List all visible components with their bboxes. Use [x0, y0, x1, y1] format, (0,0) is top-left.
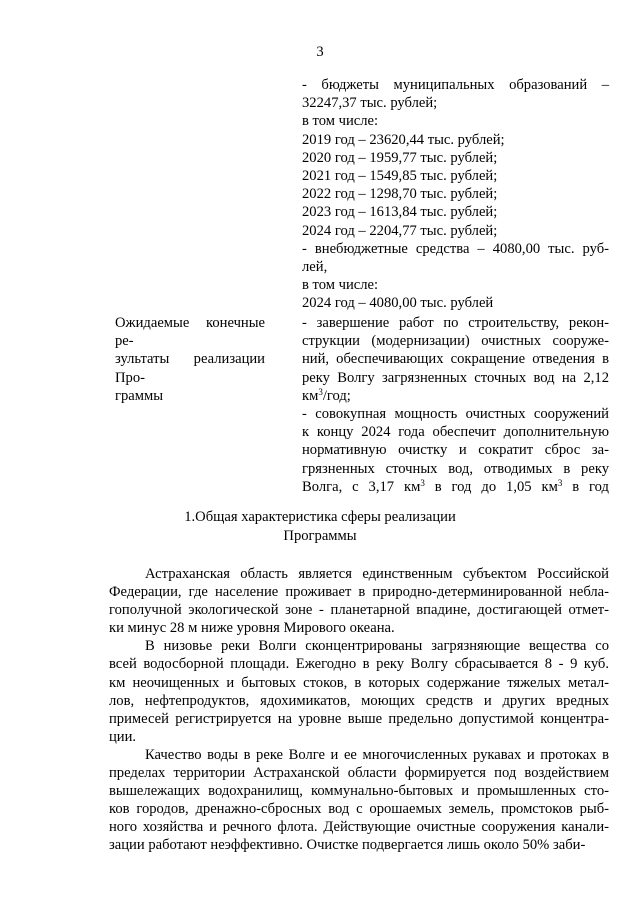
results-line: ний, обеспечивающих сокращение отведения в — [302, 351, 609, 368]
funding-line: 2019 год – 23620,44 тыс. рублей; — [302, 131, 505, 148]
paragraph-line: ции. — [109, 728, 137, 745]
paragraph-line: всей водосборной площади. Ежегодно в реку Волгу сбрасывается 8 - 9 куб. — [109, 656, 609, 673]
paragraph-line: Астраханская область является единственным субъектом Российской — [145, 566, 609, 582]
results-label-line: Ожидаемые конечные ре- — [115, 315, 265, 350]
results-label-line: зультаты реализации Про- — [115, 351, 265, 386]
paragraph-line: пределах территории Астраханской области формируется под воздействием — [109, 765, 609, 782]
paragraph-line: зации работают неэффективно. Очистке подвергается лишь около 50% заби- — [109, 837, 586, 854]
paragraph-line: км неочищенных и бытовых стоков, в которых содержание тяжелых метал- — [109, 674, 609, 691]
results-line: - завершение работ по строительству, рекон- — [302, 315, 609, 331]
funding-line: 32247,37 тыс. рублей; — [302, 95, 438, 112]
funding-line: 2021 год – 1549,85 тыс. рублей; — [302, 168, 498, 185]
section-heading-line: 1.Общая характеристика сферы реализации — [184, 509, 456, 525]
results-line: - совокупная мощность очистных сооружений — [302, 406, 609, 423]
funding-line: 2024 год – 4080,00 тыс. рублей — [302, 295, 494, 312]
body-text — [109, 565, 609, 855]
funding-line: - внебюджетные средства – 4080,00 тыс. руб- — [302, 240, 609, 257]
funding-line: лей, — [302, 259, 328, 276]
expected-results-block — [302, 314, 609, 496]
paragraph-line: Качество воды в реке Волге и ее многочисленных рукавах и протоках в — [145, 746, 609, 763]
results-line: к концу 2024 года обеспечит дополнительную — [302, 424, 609, 441]
results-line: реку Волгу загрязненных сточных вод на 2,12 — [302, 369, 609, 386]
paragraph-line: В низовье реки Волги сконцентрированы загрязняющие вещества со — [145, 638, 609, 655]
funding-line: в том числе: — [302, 277, 379, 294]
page-number: 3 — [316, 44, 324, 60]
results-line: $км^3$/год; — [302, 386, 351, 404]
paragraph-line: ки минус 28 м ниже уровня Мирового океана. — [109, 620, 395, 637]
results-line: грязненных сточных вод, отводимых в реку — [302, 460, 609, 477]
funding-sources-block — [302, 76, 609, 313]
paragraph-line: ков городов, дренажно-сбросных вод с орошаемых земель, промстоков рыб- — [109, 801, 609, 818]
paragraph-line: лов, нефтепродуктов, ядохимикатов, моющих средств и других вредных — [109, 692, 609, 709]
section-heading-line: Программы — [283, 528, 357, 544]
expected-results-label — [115, 314, 265, 405]
results-line: Волга, с 3,17 $км^3$ в год до 1,05 $км^3$ в год — [302, 477, 609, 495]
results-line: нормативную очистку и сократит сброс за- — [302, 442, 609, 459]
results-line: струкции (модернизации) очистных сооруже- — [302, 333, 609, 350]
paragraph-line: ного хозяйства и речного флота. Действующие очистные сооружения канали- — [109, 819, 609, 836]
funding-line: в том числе: — [302, 113, 379, 130]
funding-line: 2022 год – 1298,70 тыс. рублей; — [302, 186, 498, 203]
paragraph-line: примесей регистрируется на уровне выше предельно допустимой концентра- — [109, 710, 609, 727]
paragraph-line: гополучной экологической зоне - планетарной впадине, достигающей отмет- — [109, 602, 609, 619]
paragraph-line: вышележащих водохранилищ, коммунально-бытовых и промышленных сто- — [109, 783, 609, 800]
funding-line: 2024 год – 2204,77 тыс. рублей; — [302, 222, 498, 239]
section-heading — [0, 508, 640, 546]
funding-line: 2023 год – 1613,84 тыс. рублей; — [302, 204, 498, 221]
results-label-line: граммы — [115, 387, 164, 404]
funding-line: 2020 год – 1959,77 тыс. рублей; — [302, 149, 498, 166]
paragraph-line: Федерации, где население проживает в природно-детерминированной небла- — [109, 584, 609, 601]
funding-line: - бюджеты муниципальных образований – — [302, 77, 609, 93]
